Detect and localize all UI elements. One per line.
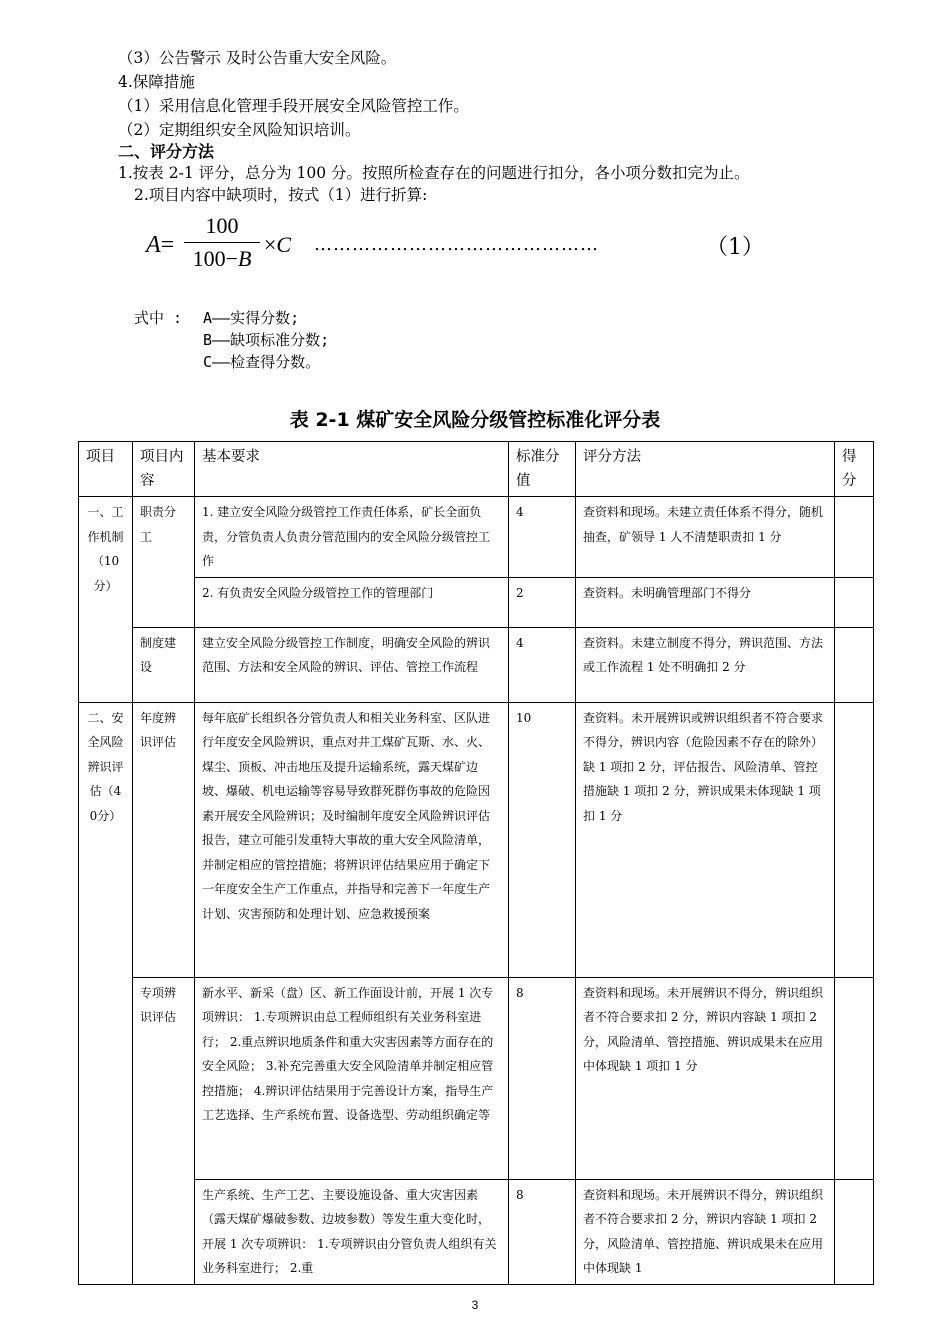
requirement-cell: 生产系统、生产工艺、主要设施设备、重大灾害因素（露天煤矿爆破参数、边坡参数）等发生重大变化时，开展 1 次专项辨识： 1.专项辨识由分管负责人组织有关业务科室进行； 2.重 (195, 1179, 509, 1284)
method-cell: 查资料。未建立制度不得分，辨识范围、方法或工作流程 1 处不明确扣 2 分 (576, 627, 835, 702)
result-cell (835, 577, 874, 627)
requirement-cell: 1. 建立安全风险分级管控工作责任体系，矿长全面负责，分管负责人负责分管范围内的安全风险分级管控工作 (195, 497, 509, 578)
score-cell: 2 (509, 577, 576, 627)
method-line-2: 2.项目内容中缺项时，按式（1）进行折算: (134, 186, 428, 204)
score-cell: 8 (509, 977, 576, 1179)
result-cell (835, 1179, 874, 1284)
page-number: 3 (471, 1298, 479, 1312)
header-score: 标准分值 (509, 442, 576, 497)
header-result: 得分 (835, 442, 874, 497)
formula-times: × (264, 232, 277, 257)
score-cell: 4 (509, 497, 576, 578)
intro-line-4: （2）定期组织安全风险知识培训。 (118, 121, 361, 139)
formula-rhs: C (276, 232, 292, 257)
requirement-cell: 新水平、新采（盘）区、新工作面设计前，开展 1 次专项辨识： 1.专项辨识由总工程师组织有关业务科室进行； 2.重点辨识地质条件和重大灾害因素等方面存在的安全风险； 3.补充完善重大安全风险清单并制定相应管控措施； 4.辨识评估结果用于完善设计方案，指导生产工艺选择、生产系统布置、设备选型、劳动组织确定等 (195, 977, 509, 1179)
section-cell: 一、工作机制（10分） (79, 497, 133, 703)
content-cell: 职责分工 (133, 497, 195, 628)
header-requirement: 基本要求 (195, 442, 509, 497)
content-cell: 制度建设 (133, 627, 195, 702)
method-cell: 查资料。未明确管理部门不得分 (576, 577, 835, 627)
formula-numerator: 100 (205, 213, 239, 238)
result-cell (835, 497, 874, 578)
formula-denominator: 100−B (192, 246, 252, 271)
header-content: 项目内容 (133, 442, 195, 497)
table-row (79, 627, 874, 702)
where-label: 式中 : (134, 309, 183, 327)
formula-fraction (184, 212, 260, 273)
score-cell: 8 (509, 1179, 576, 1284)
header-project: 项目 (79, 442, 133, 497)
scoring-table (78, 441, 874, 1285)
where-item-b: B——缺项标准分数; (203, 331, 330, 349)
method-cell: 查资料和现场。未开展辨识不得分，辨识组织者不符合要求扣 2 分，辨识内容缺 1 项扣 2 分，风险清单、管控措施、辨识成果未在应用中体现缺 1 项扣 1 分 (576, 977, 835, 1179)
method-cell: 查资料和现场。未开展辨识不得分，辨识组织者不符合要求扣 2 分，辨识内容缺 1 项扣 2 分，风险清单、管控措施、辨识成果未在应用中体现缺 1 (576, 1179, 835, 1284)
result-cell (835, 627, 874, 702)
section-heading: 二、评分方法 (118, 142, 215, 161)
method-line-1: 1.按表 2-1 评分，总分为 100 分。按照所检查存在的问题进行扣分，各小项分数扣完为止。 (118, 164, 750, 182)
intro-line-2: 4.保障措施 (118, 73, 195, 91)
where-item-c: C——检查得分数。 (203, 353, 321, 371)
table-row (79, 702, 874, 977)
formula-dots: ……………………………………… (314, 234, 599, 255)
where-item-a: A——实得分数; (203, 309, 300, 327)
table-header-row (79, 442, 874, 497)
table-row (79, 1179, 874, 1284)
score-cell: 4 (509, 627, 576, 702)
method-cell: 查资料。未开展辨识或辨识组织者不符合要求不得分，辨识内容（危险因素不存在的除外）缺 1 项扣 2 分，评估报告、风险清单、管控措施缺 1 项扣 2 分，辨识成果未体现缺 1 项扣 1 分 (576, 702, 835, 977)
requirement-cell: 2. 有负责安全风险分级管控工作的管理部门 (195, 577, 509, 627)
result-cell (835, 977, 874, 1179)
header-method: 评分方法 (576, 442, 835, 497)
method-cell: 查资料和现场。未建立责任体系不得分，随机抽查，矿领导 1 人不清楚职责扣 1 分 (576, 497, 835, 578)
table-title: 表 2-1 煤矿安全风险分级管控标准化评分表 (289, 409, 661, 431)
content-cell: 专项辨识评估 (133, 977, 195, 1284)
table-row (79, 497, 874, 578)
requirement-cell: 每年底矿长组织各分管负责人和相关业务科室、区队进行年度安全风险辨识，重点对井工煤矿瓦斯、水、火、煤尘、顶板、冲击地压及提升运输系统，露天煤矿边坡、爆破、机电运输等容易导致群死群伤事故的危险因素开展安全风险辨识；及时编制年度安全风险辨识评估报告，建立可能引发重特大事故的重大安全风险清单，并制定相应的管控措施；将辨识评估结果应用于确定下一年度安全生产工作重点，并指导和完善下一年度生产计划、灾害预防和处理计划、应急救援预案 (195, 702, 509, 977)
formula-equals: = (160, 232, 175, 258)
formula-lhs: A (146, 232, 161, 258)
requirement-cell: 建立安全风险分级管控工作制度，明确安全风险的辨识范围、方法和安全风险的辨识、评估、管控工作流程 (195, 627, 509, 702)
result-cell (835, 702, 874, 977)
table-row (79, 977, 874, 1179)
score-cell: 10 (509, 702, 576, 977)
intro-line-1: （3）公告警示 及时公告重大安全风险。 (118, 49, 397, 67)
section-cell: 二、安全风险辨识评估（40分） (79, 702, 133, 1284)
score-formula (146, 212, 786, 282)
formula-number: （1） (706, 235, 764, 260)
content-cell: 年度辨识评估 (133, 702, 195, 977)
table-row (79, 577, 874, 627)
intro-line-3: （1）采用信息化管理手段开展安全风险管控工作。 (118, 97, 469, 115)
